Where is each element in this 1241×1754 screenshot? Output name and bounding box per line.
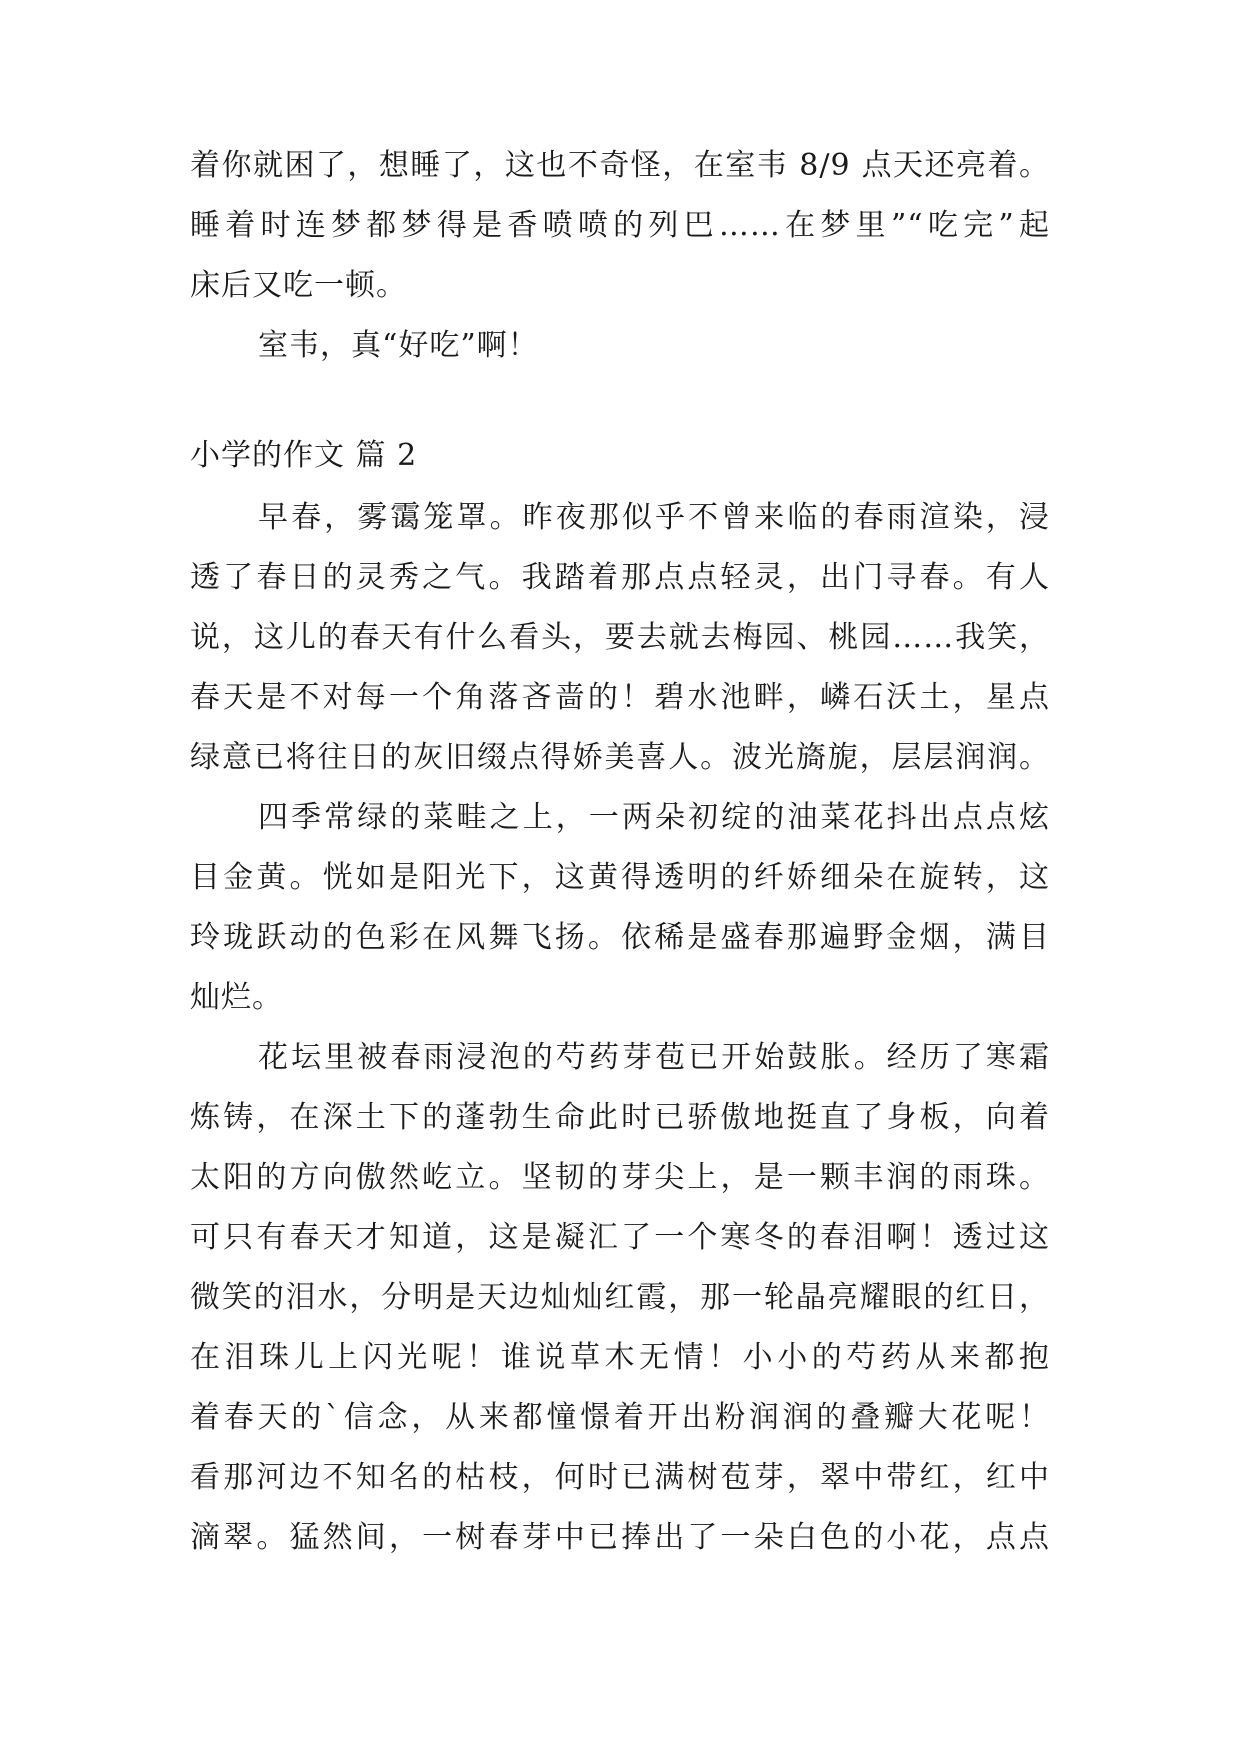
text-line: 看那河边不知名的枯枝，何时已满树苞芽，翠中带红，红中: [190, 1460, 1050, 1495]
text-line: 透了春日的灵秀之气。我踏着那点点轻灵，出门寻春。有人: [190, 560, 1050, 595]
text-line: 早春，雾霭笼罩。昨夜那似乎不曾来临的春雨渲染，浸: [258, 500, 1050, 535]
text-line: 着你就困了，想睡了，这也不奇怪，在室韦 8/9 点天还亮着。: [190, 148, 1050, 183]
text-line: 着春天的`信念，从来都憧憬着开出粉润润的叠瓣大花呢！: [190, 1400, 1050, 1435]
text-line: 可只有春天才知道，这是凝汇了一个寒冬的春泪啊！透过这: [190, 1220, 1050, 1255]
text-line: 目金黄。恍如是阳光下，这黄得透明的纤娇细朵在旋转，这: [190, 860, 1050, 895]
text-line: 太阳的方向傲然屹立。坚韧的芽尖上，是一颗丰润的雨珠。: [190, 1160, 1050, 1195]
text-line: 睡着时连梦都梦得是香喷喷的列巴……在梦里”“吃完”起: [190, 208, 1050, 243]
text-line: 微笑的泪水，分明是天边灿灿红霞，那一轮晶亮耀眼的红日，: [190, 1280, 1050, 1315]
text-line: 玲珑跃动的色彩在风舞飞扬。依稀是盛春那遍野金烟，满目: [190, 920, 1050, 955]
text-line: 床后又吃一顿。: [190, 268, 407, 303]
text-line: 在泪珠儿上闪光呢！谁说草木无情！小小的芍药从来都抱: [190, 1340, 1050, 1375]
text-line: 花坛里被春雨浸泡的芍药芽苞已开始鼓胀。经历了寒霜: [258, 1040, 1050, 1075]
text-line: 炼铸，在深土下的蓬勃生命此时已骄傲地挺直了身板，向着: [190, 1100, 1050, 1135]
text-line: 四季常绿的菜畦之上，一两朵初绽的油菜花抖出点点炫: [258, 800, 1050, 835]
section-heading: 小学的作文 篇 2: [190, 438, 418, 473]
text-line: 春天是不对每一个角落吝啬的！碧水池畔，嶙石沃土，星点: [190, 680, 1050, 715]
text-line: 滴翠。猛然间，一树春芽中已捧出了一朵白色的小花，点点: [190, 1520, 1050, 1555]
text-line: 室韦，真“好吃”啊！: [258, 328, 539, 363]
text-line: 绿意已将往日的灰旧缀点得娇美喜人。波光旖旎，层层润润。: [190, 740, 1050, 775]
text-line: 说，这儿的春天有什么看头，要去就去梅园、桃园……我笑，: [190, 620, 1050, 655]
text-line: 灿烂。: [190, 980, 283, 1015]
